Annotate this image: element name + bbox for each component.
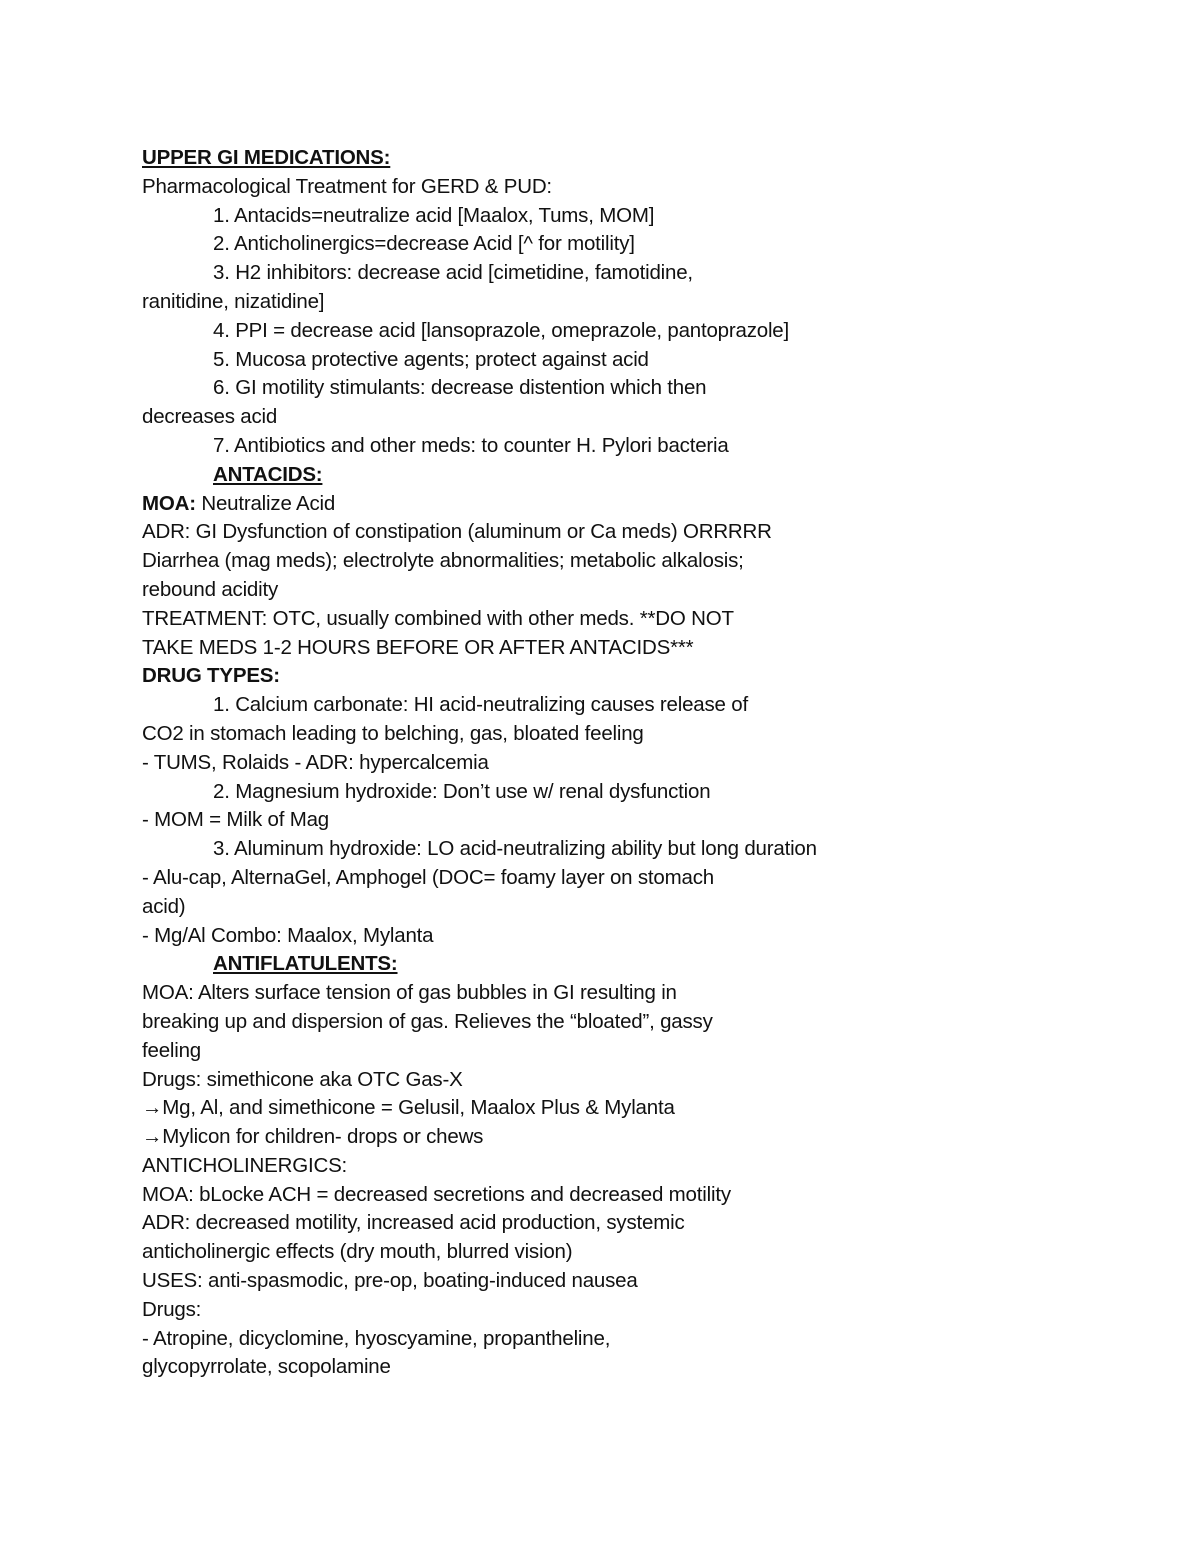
- text-line-moa: [142, 490, 1152, 519]
- text-line: - Mg/Al Combo: Maalox, Mylanta: [142, 923, 434, 947]
- text-line: decreases acid: [142, 405, 278, 429]
- text-line: feeling: [142, 1038, 202, 1062]
- text-line: acid): [142, 894, 186, 918]
- text-line: - MOM = Milk of Mag: [142, 808, 329, 832]
- section-heading-drug-types: DRUG TYPES:: [142, 664, 280, 688]
- text-line: anticholinergic effects (dry mouth, blurred vision): [142, 1240, 573, 1264]
- list-item: 2. Anticholinergics=decrease Acid [^ for motility]: [213, 232, 635, 256]
- list-item: 5. Mucosa protective agents; protect against acid: [213, 347, 649, 371]
- text-line: - Alu-cap, AlternaGel, Amphogel (DOC= foamy layer on stomach: [142, 865, 714, 889]
- text-line: USES: anti-spasmodic, pre-op, boating-induced nausea: [142, 1269, 638, 1293]
- list-item: 2. Magnesium hydroxide: Don’t use w/ renal dysfunction: [213, 779, 711, 803]
- list-item: 6. GI motility stimulants: decrease distention which then: [213, 376, 707, 400]
- text-line: →Mg, Al, and simethicone = Gelusil, Maalox Plus & Mylanta: [142, 1096, 675, 1120]
- section-heading-antiflatulents: ANTIFLATULENTS:: [213, 952, 398, 976]
- section-heading-antacids: ANTACIDS:: [213, 462, 323, 486]
- moa-text: Neutralize Acid: [195, 491, 336, 515]
- list-item: 1. Antacids=neutralize acid [Maalox, Tums, MOM]: [213, 203, 655, 227]
- list-item: 3. Aluminum hydroxide: LO acid-neutralizing ability but long duration: [213, 837, 817, 861]
- document-body: [142, 144, 1152, 1382]
- text-line: rebound acidity: [142, 577, 279, 601]
- text-line: ranitidine, nizatidine]: [142, 289, 325, 313]
- text-line: Pharmacological Treatment for GERD & PUD:: [142, 174, 552, 198]
- list-item: 4. PPI = decrease acid [lansoprazole, omeprazole, pantoprazole]: [213, 318, 789, 342]
- text-line: glycopyrrolate, scopolamine: [142, 1355, 391, 1379]
- text-line: MOA: Alters surface tension of gas bubbles in GI resulting in: [142, 981, 677, 1005]
- text-line: - Atropine, dicyclomine, hyoscyamine, propantheline,: [142, 1326, 611, 1350]
- text-line: TREATMENT: OTC, usually combined with other meds. **DO NOT: [142, 606, 734, 630]
- text-line: Drugs: simethicone aka OTC Gas-X: [142, 1067, 463, 1091]
- document-title: UPPER GI MEDICATIONS:: [142, 146, 391, 169]
- text-line: Diarrhea (mag meds); electrolyte abnormalities; metabolic alkalosis;: [142, 549, 744, 573]
- text-line: Drugs:: [142, 1297, 202, 1321]
- text-line: ADR: GI Dysfunction of constipation (aluminum or Ca meds) ORRRRR: [142, 520, 772, 544]
- text-line: TAKE MEDS 1-2 HOURS BEFORE OR AFTER ANTACIDS***: [142, 635, 694, 659]
- text-line: - TUMS, Rolaids - ADR: hypercalcemia: [142, 750, 489, 774]
- text-line: CO2 in stomach leading to belching, gas, bloated feeling: [142, 721, 644, 745]
- list-item: 7. Antibiotics and other meds: to counter H. Pylori bacteria: [213, 433, 729, 457]
- moa-label: MOA:: [142, 491, 196, 515]
- text-line: →Mylicon for children- drops or chews: [142, 1125, 484, 1149]
- list-item: 3. H2 inhibitors: decrease acid [cimetidine, famotidine,: [213, 261, 693, 285]
- list-item: 1. Calcium carbonate: HI acid-neutralizing causes release of: [213, 693, 748, 717]
- text-line: breaking up and dispersion of gas. Relieves the “bloated”, gassy: [142, 1009, 713, 1033]
- text-line: MOA: bLocke ACH = decreased secretions and decreased motility: [142, 1182, 731, 1206]
- text-line: ADR: decreased motility, increased acid production, systemic: [142, 1211, 685, 1235]
- section-heading-anticholinergics: ANTICHOLINERGICS:: [142, 1153, 348, 1177]
